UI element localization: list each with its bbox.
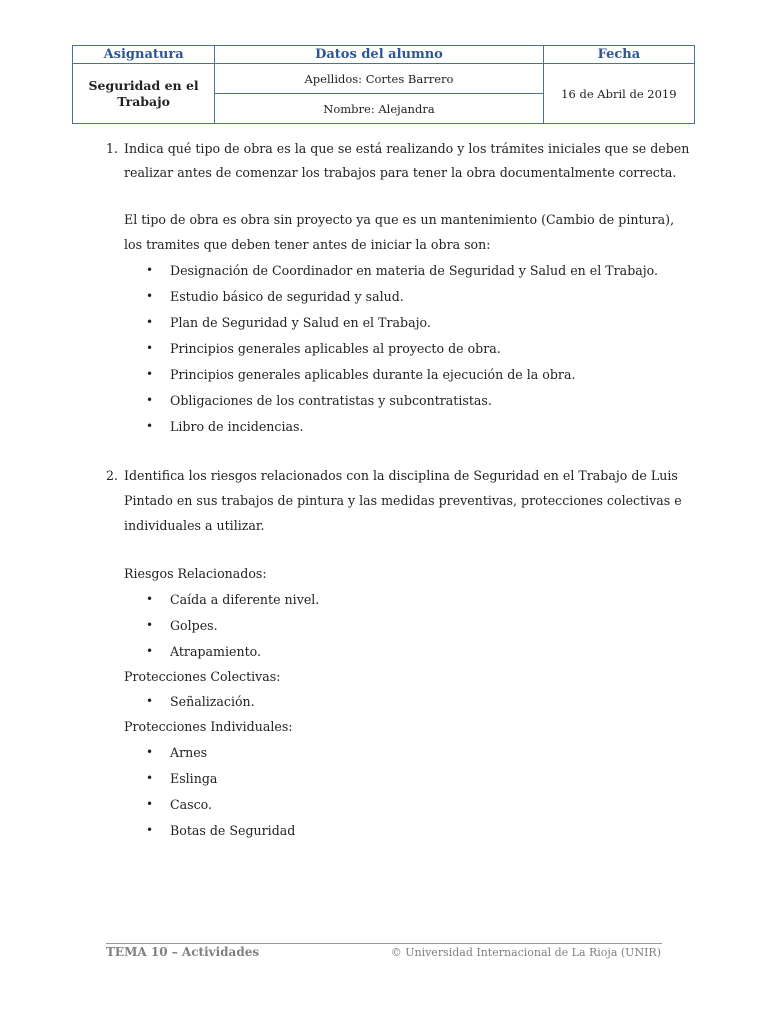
- list-item: Atrapamiento.: [170, 644, 261, 659]
- q1-answer-line-2: los tramites que deben tener antes de iniciar la obra son:: [124, 237, 491, 252]
- footer-divider: [106, 943, 662, 944]
- list-item: Botas de Seguridad: [170, 823, 296, 838]
- header-student-label: Datos del alumno: [215, 46, 544, 64]
- list-item: Estudio básico de seguridad y salud.: [170, 289, 404, 304]
- list-item: Principios generales aplicables durante la ejecución de la obra.: [170, 367, 576, 382]
- name-cell: Nombre: Alejandra: [215, 94, 544, 124]
- list-item: Principios generales aplicables al proyecto de obra.: [170, 341, 501, 356]
- q1-line-2: realizar antes de comenzar los trabajos para tener la obra documentalmente correcta.: [124, 165, 677, 180]
- surname-cell: Apellidos: Cortes Barrero: [215, 64, 544, 94]
- risks-heading: Riesgos Relacionados:: [124, 566, 267, 581]
- bullet-icon: •: [146, 771, 154, 785]
- q1-line-1: Indica qué tipo de obra es la que se está realizando y los trámites iniciales que se deben: [124, 141, 690, 156]
- header-subject-label: Asignatura: [73, 46, 215, 64]
- q2-line-3: individuales a utilizar.: [124, 518, 265, 533]
- list-item: Libro de incidencias.: [170, 419, 304, 434]
- footer-copyright: © Universidad Internacional de La Rioja (UNIR): [390, 946, 661, 959]
- date-cell: 16 de Abril de 2019: [543, 64, 694, 124]
- q1-number: 1.: [106, 141, 119, 156]
- subject-cell: [73, 64, 215, 124]
- q1-answer-line-1: El tipo de obra es obra sin proyecto ya que es un mantenimiento (Cambio de pintura),: [124, 212, 675, 227]
- subject-line-1: Seguridad en el: [88, 77, 199, 93]
- bullet-icon: •: [146, 694, 154, 708]
- bullet-icon: •: [146, 341, 154, 355]
- q2-line-2: Pintado en sus trabajos de pintura y las medidas preventivas, protecciones colectivas e: [124, 493, 682, 508]
- list-item: Obligaciones de los contratistas y subcontratistas.: [170, 393, 492, 408]
- list-item: Plan de Seguridad y Salud en el Trabajo.: [170, 315, 431, 330]
- bullet-icon: •: [146, 797, 154, 811]
- list-item: Arnes: [170, 745, 208, 760]
- list-item: Caída a diferente nivel.: [170, 592, 320, 607]
- header-table: [72, 45, 695, 124]
- list-item: Designación de Coordinador en materia de Seguridad y Salud en el Trabajo.: [170, 263, 659, 278]
- q2-number: 2.: [106, 468, 119, 483]
- subject-line-2: Trabajo: [117, 93, 170, 109]
- individual-heading: Protecciones Individuales:: [124, 719, 293, 734]
- bullet-icon: •: [146, 592, 154, 606]
- list-item: Casco.: [170, 797, 213, 812]
- bullet-icon: •: [146, 618, 154, 632]
- list-item: Golpes.: [170, 618, 218, 633]
- bullet-icon: •: [146, 745, 154, 759]
- bullet-icon: •: [146, 289, 154, 303]
- header-date-label: Fecha: [543, 46, 694, 64]
- list-item: Señalización.: [170, 694, 255, 709]
- bullet-icon: •: [146, 263, 154, 277]
- bullet-icon: •: [146, 823, 154, 837]
- q2-line-1: Identifica los riesgos relacionados con la disciplina de Seguridad en el Trabajo de Luis: [124, 468, 678, 483]
- collective-heading: Protecciones Colectivas:: [124, 669, 281, 684]
- bullet-icon: •: [146, 367, 154, 381]
- footer-topic: TEMA 10 – Actividades: [106, 945, 260, 959]
- bullet-icon: •: [146, 644, 154, 658]
- bullet-icon: •: [146, 419, 154, 433]
- bullet-icon: •: [146, 315, 154, 329]
- bullet-icon: •: [146, 393, 154, 407]
- list-item: Eslinga: [170, 771, 218, 786]
